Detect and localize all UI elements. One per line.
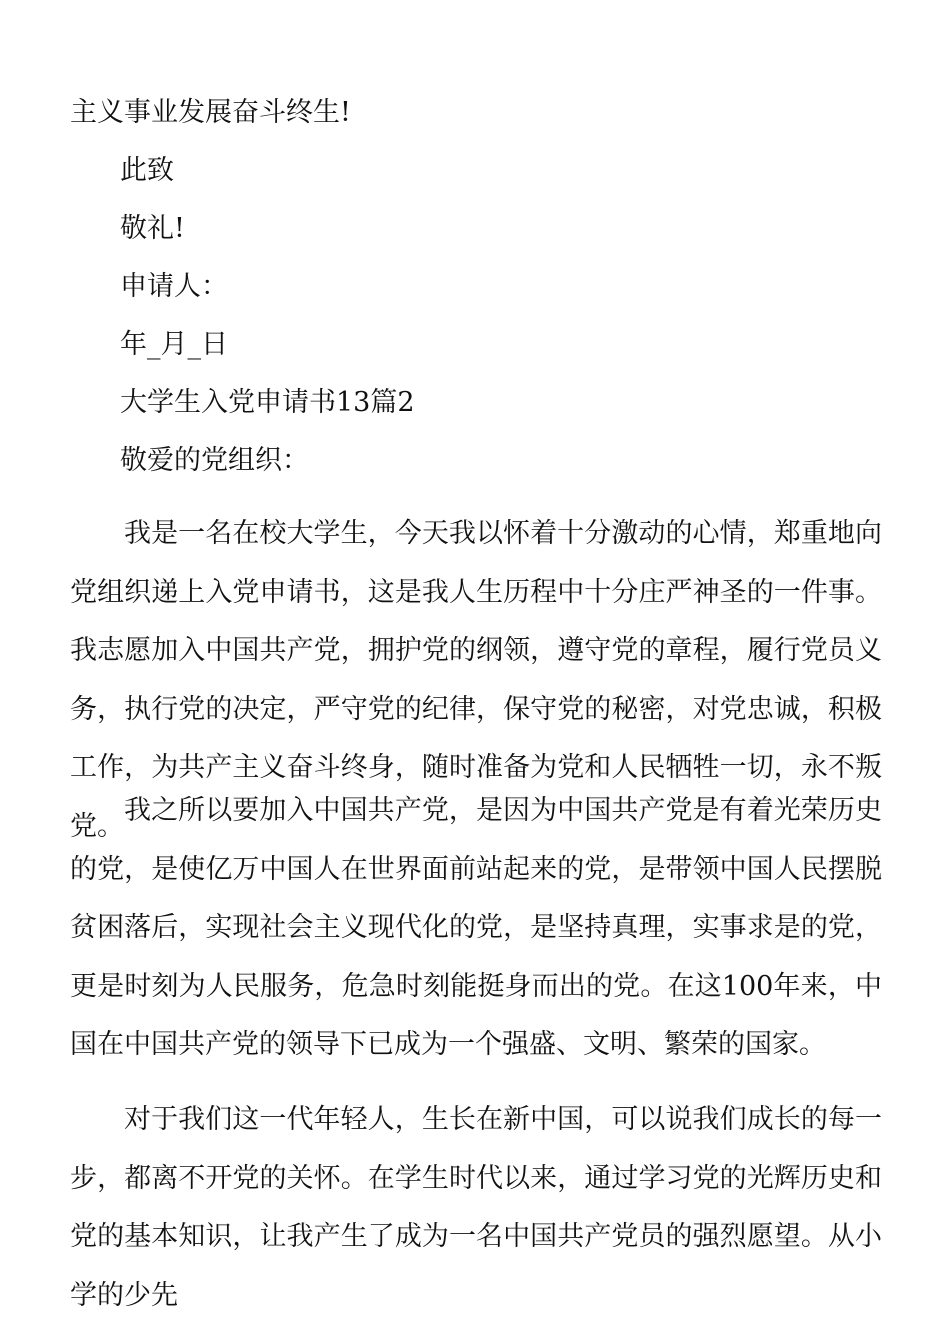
- body-paragraph-3: 对于我们这一代年轻人，生长在新中国，可以说我们成长的每一步，都离不开党的关怀。在学生时代以来，通过学习党的光辉历史和党的基本知识，让我产生了成为一名中国共产党员的强烈愿望。从小学的少先: [70, 1104, 882, 1311]
- continuation-line: 主义事业发展奋斗终生!: [70, 97, 351, 128]
- closing-salutation: 此致: [120, 155, 174, 186]
- applicant-label: 申请人：: [120, 271, 228, 302]
- greeting: 敬爱的党组织：: [120, 445, 309, 476]
- date-line: 年_月_日: [120, 329, 228, 360]
- body-paragraph-2: 我之所以要加入中国共产党，是因为中国共产党是有着光荣历史的党，是使亿万中国人在世界面前站起来的党，是带领中国人民摆脱贫困落后，实现社会主义现代化的党，是坚持真理，实事求是的党，更是时刻为人民服务，危急时刻能挺身而出的党。在这100年来，中国在中国共产党的领导下已成为一个强盛、文明、繁荣的国家。: [70, 795, 882, 1060]
- section-title: 大学生入党申请书13篇2: [120, 387, 415, 418]
- body-paragraph-1: 我是一名在校大学生，今天我以怀着十分激动的心情，郑重地向党组织递上入党申请书，这是我人生历程中十分庄严神圣的一件事。我志愿加入中国共产党，拥护党的纲领，遵守党的章程，履行党员义务，执行党的决定，严守党的纪律，保守党的秘密，对党忠诚，积极工作，为共产主义奋斗终身，随时准备为党和人民牺牲一切，永不叛党。: [70, 518, 882, 842]
- closing-respect: 敬礼!: [120, 213, 185, 244]
